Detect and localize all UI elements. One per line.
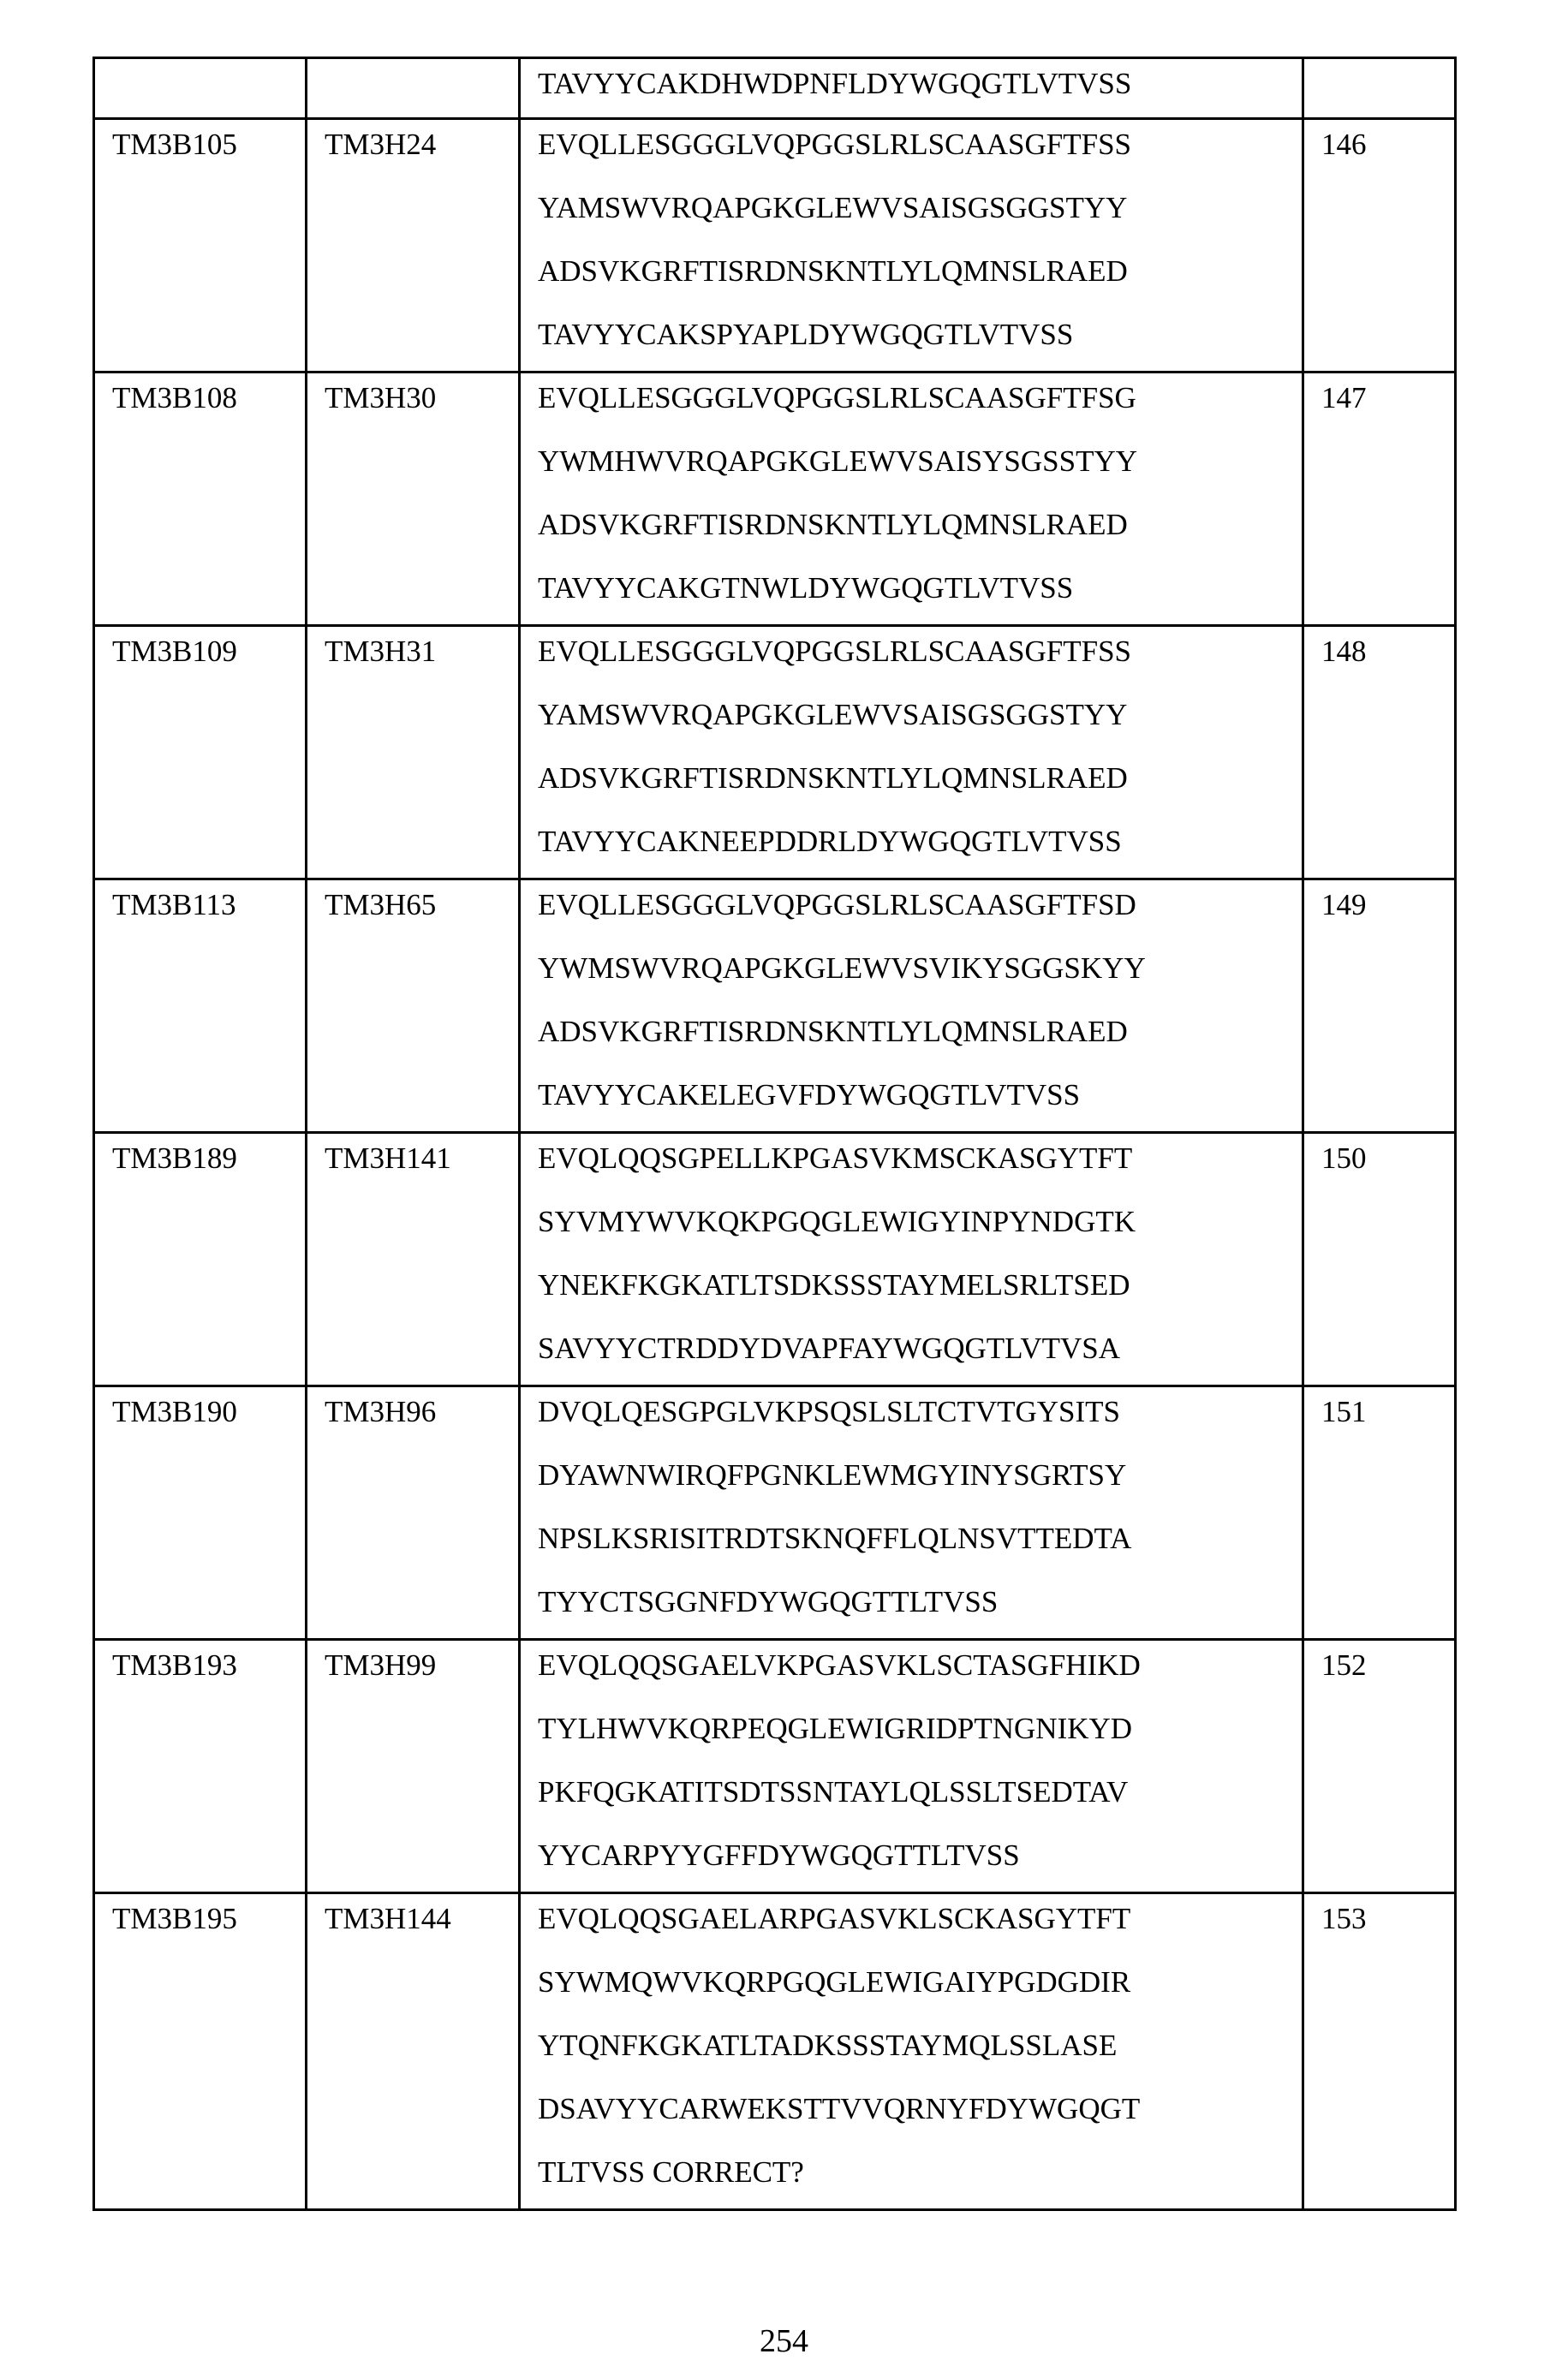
table-row: [94, 372, 1456, 626]
heavy-chain-id: TM3H65: [325, 873, 518, 937]
sequence-cell: [520, 1640, 1303, 1893]
seq-id: 146: [1321, 113, 1454, 176]
antibody-id-cell: [94, 1893, 307, 2210]
antibody-id-cell: [94, 372, 307, 626]
antibody-id-cell: [94, 1133, 307, 1386]
seq-id-cell: [1303, 119, 1456, 372]
sequence-line: ADSVKGRFTISRDNSKNTLYLQMNSLRAED: [538, 747, 1302, 810]
heavy-chain-id-cell: [307, 1386, 520, 1640]
seq-id: 152: [1321, 1634, 1454, 1697]
antibody-id: TM3B109: [112, 620, 305, 683]
sequence-line: TAVYYCAKDHWDPNFLDYWGQGTLVTVSS: [538, 52, 1302, 116]
sequence-line: YTQNFKGKATLTADKSSSTAYMQLSSLASE: [538, 2014, 1302, 2077]
heavy-chain-id-cell: [307, 1133, 520, 1386]
heavy-chain-id-cell: [307, 879, 520, 1133]
sequence-table: [92, 57, 1457, 2211]
heavy-chain-id: TM3H141: [325, 1127, 518, 1190]
sequence-line: EVQLLESGGGLVQPGGSLRLSCAASGFTFSS: [538, 620, 1302, 683]
table-row: [94, 879, 1456, 1133]
seq-id-cell: [1303, 879, 1456, 1133]
sequence-line: DVQLQESGPGLVKPSQSLSLTCTVTGYSITS: [538, 1380, 1302, 1444]
sequence-cell: [520, 879, 1303, 1133]
table-row: [94, 1893, 1456, 2210]
sequence-line: EVQLLESGGGLVQPGGSLRLSCAASGFTFSG: [538, 367, 1302, 430]
sequence-line: EVQLQQSGAELVKPGASVKLSCTASGFHIKD: [538, 1634, 1302, 1697]
sequence-line: DYAWNWIRQFPGNKLEWMGYINYSGRTSY: [538, 1444, 1302, 1507]
sequence-cell: [520, 58, 1303, 119]
sequence-line: YAMSWVRQAPGKGLEWVSAISGSGGSTYY: [538, 176, 1302, 240]
sequence-line: YYCARPYYGFFDYWGQGTTLTVSS: [538, 1824, 1302, 1887]
seq-id-cell: [1303, 58, 1456, 119]
seq-id-cell: [1303, 626, 1456, 879]
heavy-chain-id: TM3H30: [325, 367, 518, 430]
seq-id: 150: [1321, 1127, 1454, 1190]
heavy-chain-id-cell: [307, 626, 520, 879]
heavy-chain-id-cell: [307, 58, 520, 119]
sequence-cell: [520, 626, 1303, 879]
sequence-line: TAVYYCAKSPYAPLDYWGQGTLVTVSS: [538, 303, 1302, 367]
antibody-id: TM3B113: [112, 873, 305, 937]
sequence-line: TYYCTSGGNFDYWGQGTTLTVSS: [538, 1570, 1302, 1634]
sequence-cell: [520, 1133, 1303, 1386]
seq-id-cell: [1303, 1893, 1456, 2210]
antibody-id: TM3B193: [112, 1634, 305, 1697]
antibody-id-cell: [94, 1386, 307, 1640]
seq-id-cell: [1303, 1640, 1456, 1893]
heavy-chain-id: TM3H24: [325, 113, 518, 176]
table-row-continued: [94, 58, 1456, 119]
sequence-line: ADSVKGRFTISRDNSKNTLYLQMNSLRAED: [538, 493, 1302, 557]
antibody-id: TM3B195: [112, 1887, 305, 1951]
antibody-id-cell: [94, 1640, 307, 1893]
table-row: [94, 1133, 1456, 1386]
sequence-line: EVQLLESGGGLVQPGGSLRLSCAASGFTFSD: [538, 873, 1302, 937]
sequence-line: YWMHWVRQAPGKGLEWVSAISYSGSSTYY: [538, 430, 1302, 493]
heavy-chain-id-cell: [307, 1893, 520, 2210]
heavy-chain-id: TM3H99: [325, 1634, 518, 1697]
sequence-line: YAMSWVRQAPGKGLEWVSAISGSGGSTYY: [538, 683, 1302, 747]
seq-id: 148: [1321, 620, 1454, 683]
antibody-id-cell: [94, 58, 307, 119]
sequence-cell: [520, 1386, 1303, 1640]
seq-id-cell: [1303, 372, 1456, 626]
sequence-line: SYWMQWVKQRPGQGLEWIGAIYPGDGDIR: [538, 1951, 1302, 2014]
sequence-cell: [520, 119, 1303, 372]
sequence-line: EVQLQQSGAELARPGASVKLSCKASGYTFT: [538, 1887, 1302, 1951]
sequence-line: SAVYYCTRDDYDVAPFAYWGQGTLVTVSA: [538, 1317, 1302, 1380]
heavy-chain-id: TM3H96: [325, 1380, 518, 1444]
sequence-line: DSAVYYCARWEKSTTVVQRNYFDYWGQGT: [538, 2077, 1302, 2141]
sequence-cell: [520, 1893, 1303, 2210]
seq-id: 153: [1321, 1887, 1454, 1951]
table-row: [94, 1640, 1456, 1893]
sequence-line: SYVMYWVKQKPGQGLEWIGYINPYNDGTK: [538, 1190, 1302, 1254]
sequence-line: TYLHWVKQRPEQGLEWIGRIDPTNGNIKYD: [538, 1697, 1302, 1761]
sequence-line: ADSVKGRFTISRDNSKNTLYLQMNSLRAED: [538, 240, 1302, 303]
sequence-line: YNEKFKGKATLTSDKSSSTAYMELSRLTSED: [538, 1254, 1302, 1317]
antibody-id: TM3B190: [112, 1380, 305, 1444]
seq-id: 149: [1321, 873, 1454, 937]
sequence-line: EVQLQQSGPELLKPGASVKMSCKASGYTFT: [538, 1127, 1302, 1190]
sequence-line: EVQLLESGGGLVQPGGSLRLSCAASGFTFSS: [538, 113, 1302, 176]
seq-id: 147: [1321, 367, 1454, 430]
sequence-line: ADSVKGRFTISRDNSKNTLYLQMNSLRAED: [538, 1000, 1302, 1064]
heavy-chain-id: TM3H31: [325, 620, 518, 683]
sequence-line: TAVYYCAKGTNWLDYWGQGTLVTVSS: [538, 557, 1302, 620]
antibody-id-cell: [94, 119, 307, 372]
antibody-id: TM3B108: [112, 367, 305, 430]
heavy-chain-id-cell: [307, 1640, 520, 1893]
antibody-id: TM3B105: [112, 113, 305, 176]
sequence-line: NPSLKSRISITRDTSKNQFFLQLNSVTTEDTA: [538, 1507, 1302, 1570]
table-row: [94, 626, 1456, 879]
antibody-id: TM3B189: [112, 1127, 305, 1190]
page-number: 254: [0, 2322, 1568, 2360]
seq-id-cell: [1303, 1386, 1456, 1640]
sequence-line: TAVYYCAKNEEPDDRLDYWGQGTLVTVSS: [538, 810, 1302, 873]
seq-id: 151: [1321, 1380, 1454, 1444]
antibody-id-cell: [94, 626, 307, 879]
table-row: [94, 1386, 1456, 1640]
sequence-line: TLTVSS CORRECT?: [538, 2141, 1302, 2204]
antibody-id-cell: [94, 879, 307, 1133]
table-row: [94, 119, 1456, 372]
sequence-cell: [520, 372, 1303, 626]
heavy-chain-id: TM3H144: [325, 1887, 518, 1951]
sequence-line: TAVYYCAKELEGVFDYWGQGTLVTVSS: [538, 1064, 1302, 1127]
sequence-line: YWMSWVRQAPGKGLEWVSVIKYSGGSKYY: [538, 937, 1302, 1000]
sequence-line: PKFQGKATITSDTSSNTAYLQLSSLTSEDTAV: [538, 1761, 1302, 1824]
heavy-chain-id-cell: [307, 119, 520, 372]
heavy-chain-id-cell: [307, 372, 520, 626]
seq-id-cell: [1303, 1133, 1456, 1386]
